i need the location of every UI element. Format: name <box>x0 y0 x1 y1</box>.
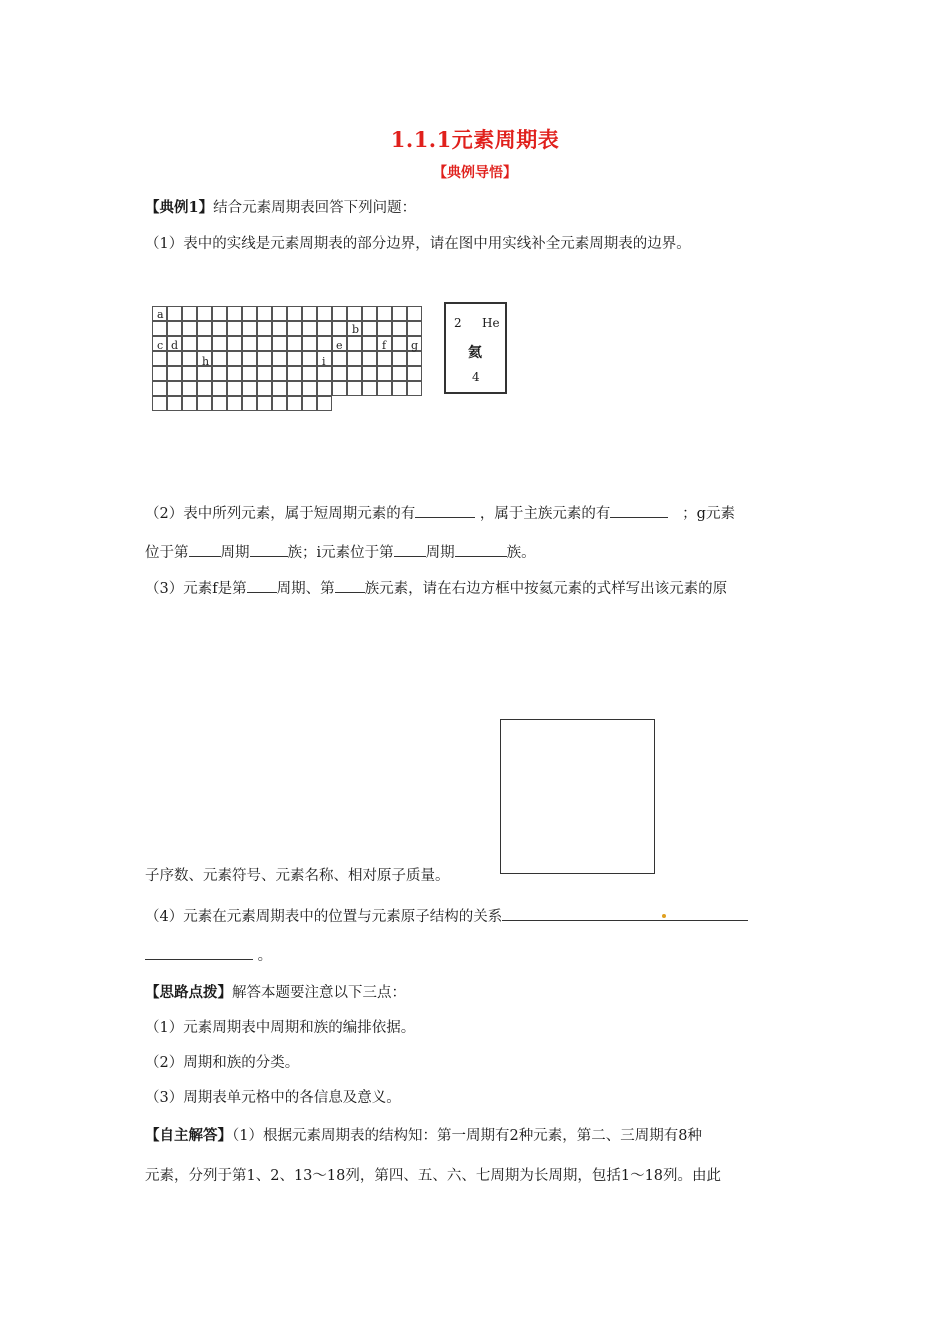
example-text: 结合元素周期表回答下列问题： <box>213 200 417 216</box>
table-cell <box>167 321 182 336</box>
hint-heading <box>145 983 406 1003</box>
table-cell <box>392 366 407 381</box>
table-cell <box>377 306 392 321</box>
element-letter-i: i <box>322 355 326 368</box>
q2-text-2: ，属于主族元素的有 <box>479 506 611 522</box>
element-letter-g: g <box>411 339 419 352</box>
periodic-table-figure <box>145 296 425 418</box>
q3-text-1: （3）元素f是第 <box>145 581 247 597</box>
answer-line-2: 元素，分列于第1、2、13～18列，第四、五、六、七周期为长周期，包括1～18列。由此 <box>145 1168 722 1184</box>
table-cell <box>332 351 347 366</box>
q2-text-8: 族。 <box>506 545 536 561</box>
blank-i-group[interactable] <box>455 542 507 557</box>
table-cell <box>182 336 197 351</box>
table-cell <box>152 396 167 411</box>
q2-text-4: 位于第 <box>145 545 189 561</box>
table-cell <box>302 366 317 381</box>
table-cell <box>317 336 332 351</box>
he-atomic-number: 2 <box>454 316 462 330</box>
q3-text-2: 周期、第 <box>276 581 335 597</box>
table-cell <box>242 306 257 321</box>
table-cell <box>242 321 257 336</box>
table-cell <box>272 351 287 366</box>
table-cell <box>257 306 272 321</box>
table-cell <box>257 321 272 336</box>
question-2-line-1 <box>145 503 735 524</box>
table-cell <box>227 381 242 396</box>
he-mass: 4 <box>472 370 480 384</box>
table-cell <box>362 351 377 366</box>
table-cell <box>167 366 182 381</box>
table-cell <box>272 306 287 321</box>
table-cell <box>407 351 422 366</box>
table-cell <box>272 366 287 381</box>
helium-example-box <box>444 302 507 394</box>
table-cell <box>287 351 302 366</box>
table-cell <box>257 366 272 381</box>
question-3-line-1 <box>145 578 727 599</box>
answer-box[interactable] <box>500 719 655 874</box>
table-cell <box>257 351 272 366</box>
table-cell <box>362 366 377 381</box>
table-cell <box>302 336 317 351</box>
table-cell <box>392 336 407 351</box>
blank-main-group[interactable] <box>610 503 668 518</box>
table-cell <box>212 351 227 366</box>
table-cell <box>152 321 167 336</box>
table-cell <box>182 321 197 336</box>
table-cell <box>362 321 377 336</box>
table-cell <box>182 381 197 396</box>
table-cell <box>257 381 272 396</box>
hint-item-3: （3）周期表单元格中的各信息及意义。 <box>145 1090 401 1106</box>
element-letter-f: f <box>382 339 387 352</box>
answer-text-1: （1）根据元素周期表的结构知：第一周期有2种元素，第二、三周期有8种 <box>232 1128 702 1144</box>
table-cell <box>197 321 212 336</box>
table-cell <box>152 366 167 381</box>
table-cell <box>182 306 197 321</box>
table-cell <box>392 351 407 366</box>
table-cell <box>182 396 197 411</box>
question-1: （1）表中的实线是元素周期表的部分边界，请在图中用实线补全元素周期表的边界。 <box>145 236 691 252</box>
table-cell <box>197 306 212 321</box>
table-cell <box>212 366 227 381</box>
blank-g-group[interactable] <box>250 542 288 557</box>
table-cell <box>227 366 242 381</box>
table-cell <box>152 351 167 366</box>
q2-text-3: ；g元素 <box>682 506 735 522</box>
question-2-line-2 <box>145 542 536 563</box>
table-cell <box>287 366 302 381</box>
table-cell <box>227 351 242 366</box>
question-4-line-2 <box>145 945 272 966</box>
q2-text-7: 周期 <box>425 545 455 561</box>
table-cell <box>242 351 257 366</box>
table-cell <box>212 336 227 351</box>
table-cell <box>197 396 212 411</box>
table-cell <box>332 306 347 321</box>
q2-text-6: 族；i元素位于第 <box>287 545 394 561</box>
he-name: 氦 <box>468 345 482 361</box>
he-symbol: He <box>482 316 500 330</box>
table-cell <box>212 381 227 396</box>
q4-text-1: （4）元素在元素周期表中的位置与元素原子结构的关系 <box>145 909 503 925</box>
blank-relation-2[interactable] <box>145 945 253 960</box>
table-cell <box>182 366 197 381</box>
mark-dot <box>662 914 666 918</box>
table-cell <box>347 381 362 396</box>
table-cell <box>392 321 407 336</box>
table-cell <box>182 351 197 366</box>
table-cell <box>317 396 332 411</box>
table-cell <box>347 366 362 381</box>
element-letter-a: a <box>157 308 164 321</box>
question-4-line-1 <box>145 906 748 927</box>
table-cell <box>212 396 227 411</box>
table-cell <box>227 306 242 321</box>
table-cell <box>197 381 212 396</box>
example-label: 【典例1】 <box>145 199 214 216</box>
hint-item-2: （2）周期和族的分类。 <box>145 1055 300 1071</box>
table-cell <box>302 381 317 396</box>
table-cell <box>227 396 242 411</box>
table-cell <box>242 381 257 396</box>
table-cell <box>272 381 287 396</box>
table-cell <box>287 396 302 411</box>
table-cell <box>317 381 332 396</box>
answer-label: 【自主解答】 <box>145 1127 232 1144</box>
table-cell <box>317 366 332 381</box>
table-cell <box>377 381 392 396</box>
table-cell <box>272 336 287 351</box>
periodic-table-grid <box>152 306 420 411</box>
hint-item-1: （1）元素周期表中周期和族的编排依据。 <box>145 1020 416 1036</box>
table-cell <box>287 336 302 351</box>
element-letter-b: b <box>352 323 360 336</box>
blank-short-period[interactable] <box>415 503 475 518</box>
q3-text-3: 族元素，请在右边方框中按氦元素的式样写出该元素的原 <box>364 581 728 597</box>
q4-text-2: 。 <box>257 948 273 964</box>
table-cell <box>332 381 347 396</box>
table-cell <box>392 381 407 396</box>
table-cell <box>362 306 377 321</box>
table-cell <box>347 336 362 351</box>
table-cell <box>212 306 227 321</box>
table-cell <box>332 321 347 336</box>
table-cell <box>242 366 257 381</box>
table-cell <box>347 351 362 366</box>
blank-relation-1[interactable] <box>502 906 748 921</box>
table-cell <box>377 351 392 366</box>
table-cell <box>332 366 347 381</box>
blank-i-period[interactable] <box>394 542 426 557</box>
table-cell <box>167 396 182 411</box>
table-cell <box>317 321 332 336</box>
section-subtitle: 【典例导悟】 <box>433 165 517 181</box>
table-cell <box>302 306 317 321</box>
table-cell <box>407 321 422 336</box>
table-cell <box>407 381 422 396</box>
table-cell <box>257 396 272 411</box>
table-cell <box>272 321 287 336</box>
page-title: 1.1.1元素周期表 <box>390 127 560 152</box>
table-cell <box>302 321 317 336</box>
table-cell <box>407 306 422 321</box>
table-cell <box>167 306 182 321</box>
table-cell <box>227 336 242 351</box>
blank-f-period[interactable] <box>247 578 277 593</box>
blank-f-group[interactable] <box>335 578 365 593</box>
table-cell <box>377 321 392 336</box>
q2-text-5: 周期 <box>220 545 250 561</box>
table-cell <box>287 306 302 321</box>
hint-text: 解答本题要注意以下三点： <box>232 985 406 1001</box>
table-cell <box>152 381 167 396</box>
element-letter-c: c <box>157 339 164 352</box>
table-cell <box>257 336 272 351</box>
table-cell <box>197 336 212 351</box>
table-cell <box>377 366 392 381</box>
table-cell <box>212 321 227 336</box>
table-cell <box>347 306 362 321</box>
table-cell <box>317 306 332 321</box>
table-cell <box>362 336 377 351</box>
table-cell <box>287 321 302 336</box>
element-letter-h: h <box>202 355 210 368</box>
example-heading <box>145 198 416 218</box>
table-cell <box>242 396 257 411</box>
table-cell <box>167 381 182 396</box>
table-cell <box>302 396 317 411</box>
table-cell <box>362 381 377 396</box>
table-cell <box>287 381 302 396</box>
table-cell <box>272 396 287 411</box>
table-cell <box>302 351 317 366</box>
table-cell <box>227 321 242 336</box>
table-cell <box>242 336 257 351</box>
table-cell <box>392 306 407 321</box>
table-cell <box>197 366 212 381</box>
hint-label: 【思路点拨】 <box>145 984 232 1001</box>
question-3-line-2: 子序数、元素符号、元素名称、相对原子质量。 <box>145 868 450 884</box>
q2-text-1: （2）表中所列元素，属于短周期元素的有 <box>145 506 416 522</box>
table-cell <box>407 366 422 381</box>
blank-g-period[interactable] <box>189 542 221 557</box>
table-cell <box>167 351 182 366</box>
element-letter-d: d <box>171 339 179 352</box>
element-letter-e: e <box>336 339 343 352</box>
answer-line-1 <box>145 1126 702 1146</box>
